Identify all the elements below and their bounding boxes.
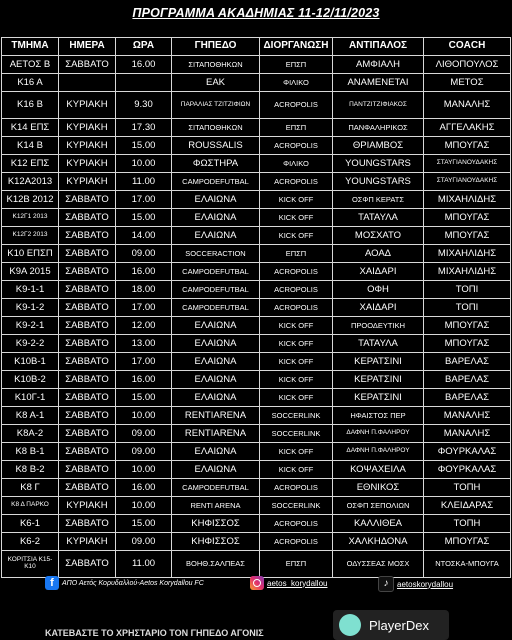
cell-field: ΕΛΑΙΩΝΑ [172, 353, 260, 371]
cell-opponent: ΔΑΦΝΗ Π.ΦΑΛΗΡΟΥ [333, 425, 424, 443]
column-header-ora: ΩΡΑ [116, 38, 172, 56]
cell-field: ΕΛΑΙΩΝΑ [172, 389, 260, 407]
cell-team: Κ14 ΕΠΣ [2, 119, 59, 137]
cell-opponent: ΑΟΑΔ [333, 245, 424, 263]
cell-time: 10.00 [116, 461, 172, 479]
table-row [2, 389, 511, 407]
cell-field: ROUSSALIS [172, 137, 260, 155]
cell-day: ΣΑΒΒΑΤΟ [59, 191, 116, 209]
cell-competition: ΦΙΛΙΚΟ [260, 74, 333, 92]
cell-competition: SOCCERLINK [260, 497, 333, 515]
table-row [2, 461, 511, 479]
table-row [2, 119, 511, 137]
cell-field: ΕΛΑΙΩΝΑ [172, 227, 260, 245]
cell-team: Κ8 Γ [2, 479, 59, 497]
cell-day: ΣΑΒΒΑΤΟ [59, 317, 116, 335]
cell-competition: ACROPOLIS [260, 137, 333, 155]
cell-competition: ACROPOLIS [260, 92, 333, 119]
cell-coach: ΒΑΡΕΛΑΣ [424, 371, 511, 389]
instagram-handle[interactable]: aetos_korydallou [267, 578, 328, 588]
cell-day: ΚΥΡΙΑΚΗ [59, 137, 116, 155]
cell-coach: ΜΠΟΥΓΑΣ [424, 137, 511, 155]
cell-opponent: ΘΡΙΑΜΒΟΣ [333, 137, 424, 155]
cell-day: ΚΥΡΙΑΚΗ [59, 155, 116, 173]
cell-coach: ΜΑΝΑΛΗΣ [424, 425, 511, 443]
cell-opponent: ΠΡΟΟΔΕΥΤΙΚΗ [333, 317, 424, 335]
table-row [2, 551, 511, 578]
cell-time: 15.00 [116, 389, 172, 407]
table-row [2, 281, 511, 299]
table-row [2, 56, 511, 74]
cell-team: ΑΕΤΟΣ Β [2, 56, 59, 74]
cell-coach: ΣΤΑΥΓΙΑΝΟΥΔΑΚΗΣ [424, 155, 511, 173]
cell-opponent: ΧΑΙΔΑΡΙ [333, 299, 424, 317]
cell-coach: ΑΓΓΕΛΑΚΗΣ [424, 119, 511, 137]
cell-competition: ΕΠΣΠ [260, 551, 333, 578]
cell-field: ΕΛΑΙΩΝΑ [172, 209, 260, 227]
cell-time: 9.30 [116, 92, 172, 119]
instagram-icon [250, 576, 264, 590]
cell-field: ΠΑΡΑΛΙΑΣ ΤΖΙΤΖΙΦΙΩΝ [172, 92, 260, 119]
cell-time: 15.00 [116, 515, 172, 533]
playerdex-badge[interactable] [333, 610, 449, 640]
cell-day: ΣΑΒΒΑΤΟ [59, 551, 116, 578]
cell-time: 10.00 [116, 155, 172, 173]
cell-time: 17.00 [116, 191, 172, 209]
cell-opponent: ΧΑΙΔΑΡΙ [333, 263, 424, 281]
cell-opponent: YOUNGSTARS [333, 173, 424, 191]
cell-field: ΕΛΑΙΩΝΑ [172, 371, 260, 389]
cell-day: ΣΑΒΒΑΤΟ [59, 389, 116, 407]
table-row [2, 299, 511, 317]
footer-instagram[interactable] [250, 576, 327, 590]
cell-competition: ACROPOLIS [260, 263, 333, 281]
cell-time: 15.00 [116, 209, 172, 227]
table-row [2, 209, 511, 227]
cell-competition: ACROPOLIS [260, 533, 333, 551]
cell-team: Κ8 Α-1 [2, 407, 59, 425]
cell-opponent: ΕΘΝΙΚΟΣ [333, 479, 424, 497]
cell-team: Κ6-1 [2, 515, 59, 533]
cell-team: Κ8 Β-1 [2, 443, 59, 461]
cell-day: ΣΑΒΒΑΤΟ [59, 56, 116, 74]
cell-coach: ΜΠΟΥΓΑΣ [424, 533, 511, 551]
table-row [2, 371, 511, 389]
cell-time: 17.30 [116, 119, 172, 137]
cell-day: ΣΑΒΒΑΤΟ [59, 461, 116, 479]
cell-time: 16.00 [116, 371, 172, 389]
cell-competition: ΦΙΛΙΚΟ [260, 155, 333, 173]
cell-competition: KICK OFF [260, 191, 333, 209]
table-row [2, 425, 511, 443]
cell-coach: ΤΟΠΙ [424, 299, 511, 317]
column-header-imera: ΗΜΕΡΑ [59, 38, 116, 56]
cell-day: ΣΑΒΒΑΤΟ [59, 299, 116, 317]
cell-opponent: ΟΣΦΠ ΣΕΠΟΛΙΩΝ [333, 497, 424, 515]
cell-team: Κ12Α2013 [2, 173, 59, 191]
cell-team: Κ9-1-2 [2, 299, 59, 317]
cell-field: ΕΛΑΙΩΝΑ [172, 461, 260, 479]
cell-coach: ΜΕΤΟΣ [424, 74, 511, 92]
column-header-antipalos: ΑΝΤΙΠΑΛΟΣ [333, 38, 424, 56]
cell-day: ΣΑΒΒΑΤΟ [59, 335, 116, 353]
cell-field: CAMPODEFUTBAL [172, 281, 260, 299]
cell-competition: KICK OFF [260, 335, 333, 353]
cell-field: ΕΛΑΙΩΝΑ [172, 443, 260, 461]
cell-coach: ΤΟΠΙ [424, 281, 511, 299]
cell-field: ΕΛΑΙΩΝΑ [172, 317, 260, 335]
cell-time: 15.00 [116, 137, 172, 155]
cell-team: ΚΟΡΙΤΣΙΑ Κ15-Κ10 [2, 551, 59, 578]
cell-opponent: YOUNGSTARS [333, 155, 424, 173]
cell-field: ΕΑΚ [172, 74, 260, 92]
cell-field: ΕΛΑΙΩΝΑ [172, 335, 260, 353]
cell-competition: ACROPOLIS [260, 299, 333, 317]
cell-coach: ΜΠΟΥΓΑΣ [424, 317, 511, 335]
cell-day: ΚΥΡΙΑΚΗ [59, 533, 116, 551]
page-title: ΠΡΟΓΡΑΜΜΑ ΑΚΑΔΗΜΙΑΣ 11-12/11/2023 [132, 6, 380, 20]
cell-field: ΣΙΤΑΠΟΘΗΚΩΝ [172, 119, 260, 137]
cell-team: Κ16 Α [2, 74, 59, 92]
cell-opponent: ΑΜΦΙΑΛΗ [333, 56, 424, 74]
cell-field: SOCCERACTION [172, 245, 260, 263]
cell-competition: ACROPOLIS [260, 479, 333, 497]
cell-time: 18.00 [116, 281, 172, 299]
cell-team: Κ8Α-2 [2, 425, 59, 443]
cell-opponent: ΔΑΦΝΗ Π.ΦΑΛΗΡΟΥ [333, 443, 424, 461]
cell-team: Κ14 Β [2, 137, 59, 155]
cell-opponent: ΟΔΥΣΣΕΑΣ ΜΟΣΧ [333, 551, 424, 578]
cell-day: ΚΥΡΙΑΚΗ [59, 173, 116, 191]
cell-competition: SOCCERLINK [260, 425, 333, 443]
cell-time: 16.00 [116, 479, 172, 497]
footer-facebook[interactable] [45, 576, 204, 590]
cell-opponent: ΤΑΤΑΥΛΑ [333, 335, 424, 353]
cell-field: CAMPODEFUTBAL [172, 263, 260, 281]
cell-field: CAMPODEFUTBAL [172, 173, 260, 191]
cell-competition: ACROPOLIS [260, 515, 333, 533]
cell-coach: ΒΑΡΕΛΑΣ [424, 353, 511, 371]
cell-team: Κ8 Β-2 [2, 461, 59, 479]
cell-day [59, 74, 116, 92]
cell-competition: SOCCERLINK [260, 407, 333, 425]
cell-opponent: ΜΟΣΧΑΤΟ [333, 227, 424, 245]
cell-field: ΚΗΦΙΣΣΟΣ [172, 515, 260, 533]
cell-competition: ACROPOLIS [260, 173, 333, 191]
cell-day: ΣΑΒΒΑΤΟ [59, 425, 116, 443]
cell-field: ΚΗΦΙΣΣΟΣ [172, 533, 260, 551]
cell-day: ΣΑΒΒΑΤΟ [59, 407, 116, 425]
cell-coach: ΜΙΧΑΗΛΙΔΗΣ [424, 245, 511, 263]
tiktok-handle[interactable]: aetoskorydallou [397, 579, 454, 589]
cell-time: 14.00 [116, 227, 172, 245]
column-header-gipedo: ΓΗΠΕΔΟ [172, 38, 260, 56]
cell-opponent: ΑΝΑΜΕΝΕΤΑΙ [333, 74, 424, 92]
cell-time: 09.00 [116, 443, 172, 461]
cell-time: 12.00 [116, 317, 172, 335]
cell-competition: ACROPOLIS [260, 281, 333, 299]
cell-competition: ΕΠΣΠ [260, 119, 333, 137]
cell-competition: KICK OFF [260, 227, 333, 245]
cell-day: ΣΑΒΒΑΤΟ [59, 209, 116, 227]
cell-time: 10.00 [116, 497, 172, 515]
cell-team: Κ12 ΕΠΣ [2, 155, 59, 173]
cell-field: ΒΟΗΘ.ΣΑΛΠΕΑΣ [172, 551, 260, 578]
cell-time [116, 74, 172, 92]
cell-day: ΚΥΡΙΑΚΗ [59, 119, 116, 137]
cell-field: CAMPODEFUTBAL [172, 299, 260, 317]
cell-coach: ΦΟΥΡΚΑΛΑΣ [424, 443, 511, 461]
cell-time: 13.00 [116, 335, 172, 353]
cell-time: 17.00 [116, 353, 172, 371]
cell-opponent: ΚΕΡΑΤΣΙΝΙ [333, 389, 424, 407]
cell-day: ΣΑΒΒΑΤΟ [59, 227, 116, 245]
cell-field: RENTIARENA [172, 407, 260, 425]
cell-opponent: ΤΑΤΑΥΛΑ [333, 209, 424, 227]
cell-team: Κ9-2-1 [2, 317, 59, 335]
cell-team: Κ9-2-2 [2, 335, 59, 353]
table-row [2, 245, 511, 263]
cell-team: Κ8 Δ ΠΑΡΚΟ [2, 497, 59, 515]
cell-opponent: ΠΑΝΦΑΛΗΡΙΚΟΣ [333, 119, 424, 137]
table-row [2, 137, 511, 155]
table-row [2, 74, 511, 92]
cell-team: Κ16 Β [2, 92, 59, 119]
playerdex-logo-icon [339, 614, 361, 636]
table-row [2, 263, 511, 281]
cell-field: RENTI ARENA [172, 497, 260, 515]
cell-day: ΣΑΒΒΑΤΟ [59, 263, 116, 281]
cell-opponent: ΚΕΡΑΤΣΙΝΙ [333, 371, 424, 389]
cell-opponent: ΚΕΡΑΤΣΙΝΙ [333, 353, 424, 371]
cell-team: Κ10Γ-1 [2, 389, 59, 407]
cell-day: ΣΑΒΒΑΤΟ [59, 245, 116, 263]
facebook-text: ΑΠΟ Αετός Κορυδαλλού-Aetos Korydallou FC [62, 579, 204, 587]
cell-coach: ΜΙΧΑΗΛΙΔΗΣ [424, 191, 511, 209]
header-row [2, 38, 511, 56]
bottom-caption: ΚΑΤΕΒΑΣΤΕ ΤΟ ΧΡΗΣΤΑΡΙΟ ΤΟΝ ΓΗΠΕΔΟ ΑΓΟΝΙΣ [45, 628, 264, 638]
cell-time: 17.00 [116, 299, 172, 317]
playerdex-label: PlayerDex [369, 617, 429, 633]
table-row [2, 227, 511, 245]
cell-day: ΚΥΡΙΑΚΗ [59, 92, 116, 119]
tiktok-icon: ♪ [378, 576, 394, 592]
cell-team: Κ10 ΕΠΣΠ [2, 245, 59, 263]
cell-coach: ΚΛΕΙΔΑΡΑΣ [424, 497, 511, 515]
cell-time: 10.00 [116, 407, 172, 425]
table-row [2, 173, 511, 191]
table-row [2, 92, 511, 119]
cell-coach: ΜΑΝΑΛΗΣ [424, 407, 511, 425]
cell-coach: ΜΑΝΑΛΗΣ [424, 92, 511, 119]
cell-opponent: ΟΦΗ [333, 281, 424, 299]
cell-team: Κ12Β 2012 [2, 191, 59, 209]
cell-time: 16.00 [116, 263, 172, 281]
cell-day: ΣΑΒΒΑΤΟ [59, 371, 116, 389]
cell-team: Κ12Γ1 2013 [2, 209, 59, 227]
table-row [2, 407, 511, 425]
table-row [2, 479, 511, 497]
cell-coach: ΜΙΧΑΗΛΙΔΗΣ [424, 263, 511, 281]
cell-field: CAMPODEFUTBAL [172, 479, 260, 497]
cell-opponent: ΗΦΑΙΣΤΟΣ ΠΕΡ [333, 407, 424, 425]
cell-team: Κ10Β-2 [2, 371, 59, 389]
table-row [2, 533, 511, 551]
cell-opponent: ΠΑΝΤΖΙΤΖΙΦΙΑΚΟΣ [333, 92, 424, 119]
table-row [2, 317, 511, 335]
table-row [2, 335, 511, 353]
cell-coach: ΒΑΡΕΛΑΣ [424, 389, 511, 407]
cell-opponent: ΚΟΨΑΧΕΙΛΑ [333, 461, 424, 479]
cell-day: ΚΥΡΙΑΚΗ [59, 497, 116, 515]
cell-competition: KICK OFF [260, 443, 333, 461]
cell-competition: KICK OFF [260, 371, 333, 389]
cell-coach: ΤΟΠΗ [424, 515, 511, 533]
cell-coach: ΜΠΟΥΓΑΣ [424, 209, 511, 227]
cell-time: 11.00 [116, 551, 172, 578]
footer-tiktok[interactable] [378, 576, 453, 592]
cell-day: ΣΑΒΒΑΤΟ [59, 515, 116, 533]
cell-competition: KICK OFF [260, 209, 333, 227]
cell-coach: ΜΠΟΥΓΑΣ [424, 335, 511, 353]
table-row [2, 353, 511, 371]
cell-time: 11.00 [116, 173, 172, 191]
cell-coach: ΜΠΟΥΓΑΣ [424, 227, 511, 245]
cell-team: Κ9Α 2015 [2, 263, 59, 281]
cell-competition: KICK OFF [260, 317, 333, 335]
cell-day: ΣΑΒΒΑΤΟ [59, 443, 116, 461]
table-row [2, 443, 511, 461]
column-header-diorganosi: ΔΙΟΡΓΑΝΩΣΗ [260, 38, 333, 56]
cell-field: RENTIARENA [172, 425, 260, 443]
cell-competition: KICK OFF [260, 353, 333, 371]
column-header-coach: COACH [424, 38, 511, 56]
cell-time: 09.00 [116, 533, 172, 551]
table-row [2, 497, 511, 515]
cell-competition: ΕΠΣΠ [260, 56, 333, 74]
cell-coach: ΦΟΥΡΚΑΛΑΣ [424, 461, 511, 479]
cell-coach: ΤΟΠΗ [424, 479, 511, 497]
table-row [2, 155, 511, 173]
cell-team: Κ12Γ2 2013 [2, 227, 59, 245]
cell-time: 09.00 [116, 425, 172, 443]
table-row [2, 515, 511, 533]
cell-opponent: ΧΑΛΚΗΔΟΝΑ [333, 533, 424, 551]
cell-day: ΣΑΒΒΑΤΟ [59, 479, 116, 497]
facebook-icon: f [45, 576, 59, 590]
cell-day: ΣΑΒΒΑΤΟ [59, 281, 116, 299]
schedule-table [1, 37, 511, 578]
cell-team: Κ10Β-1 [2, 353, 59, 371]
table-row [2, 191, 511, 209]
cell-field: ΣΙΤΑΠΟΘΗΚΩΝ [172, 56, 260, 74]
cell-opponent: ΟΣΦΠ ΚΕΡΑΤΣ [333, 191, 424, 209]
cell-time: 09.00 [116, 245, 172, 263]
cell-coach: ΝΤΟΣΚΑ-ΜΠΟΥΓΑ [424, 551, 511, 578]
cell-time: 16.00 [116, 56, 172, 74]
cell-competition: KICK OFF [260, 389, 333, 407]
cell-team: Κ9-1-1 [2, 281, 59, 299]
cell-competition: KICK OFF [260, 461, 333, 479]
cell-coach: ΣΤΑΥΓΙΑΝΟΥΔΑΚΗΣ [424, 173, 511, 191]
cell-opponent: ΚΑΛΛΙΘΕΑ [333, 515, 424, 533]
cell-coach: ΛΙΘΟΠΟΥΛΟΣ [424, 56, 511, 74]
cell-day: ΣΑΒΒΑΤΟ [59, 353, 116, 371]
column-header-tmima: ΤΜΗΜΑ [2, 38, 59, 56]
cell-field: ΦΩΣΤΗΡΑ [172, 155, 260, 173]
cell-team: Κ6-2 [2, 533, 59, 551]
cell-competition: ΕΠΣΠ [260, 245, 333, 263]
cell-field: ΕΛΑΙΩΝΑ [172, 191, 260, 209]
